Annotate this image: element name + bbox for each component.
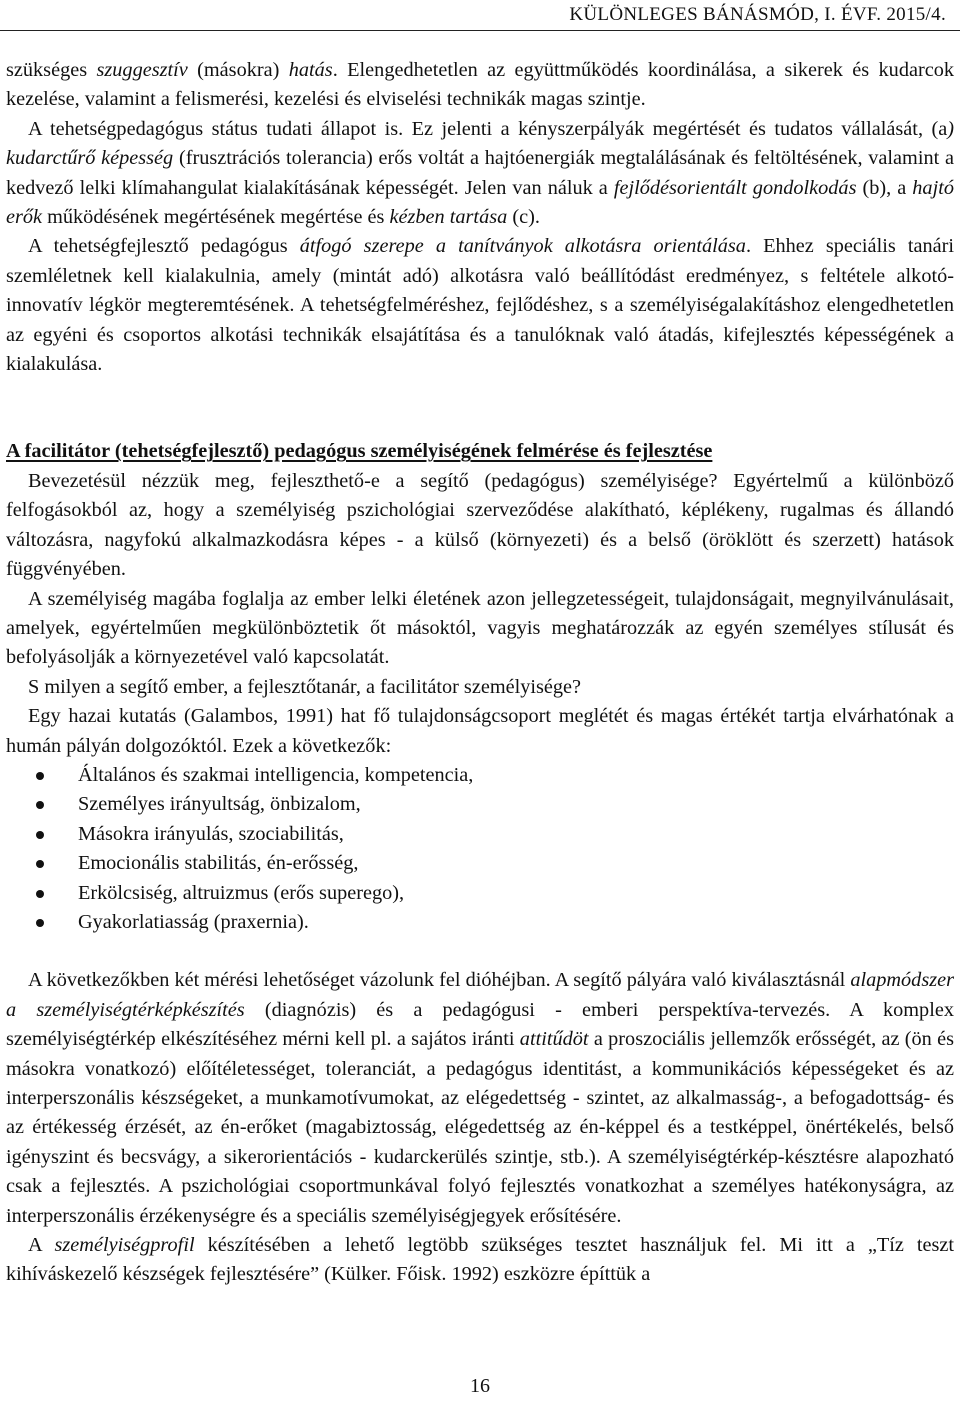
spacer <box>6 937 954 966</box>
header-rule <box>0 30 960 31</box>
trait-list <box>6 761 954 937</box>
body-text <box>6 56 954 1290</box>
paragraph-profile: A személyiségprofil készítésében a lehető legtöbb szükséges tesztet használjuk fel. Mi itt a „Tíz teszt kihíváskezelő készségek fejlesztésére” (Külker. Főisk. 1992) eszközre építtük a <box>6 1234 955 1286</box>
paragraph-personality: A személyiség magába foglalja az ember lelki életének azon jellegzetességeit, tulajdonságait, megnyilvánulásait, amelyek, egyértelműen megkülönböztetik őt másoktól, vagyis meghatározzák az egyén személyes stílusát és befolyásolják a környezetével való kapcsolatát. <box>6 587 954 669</box>
bullet-icon <box>36 831 44 839</box>
list-item: Erkölcsiség, altruizmus (erős superego), <box>6 879 954 908</box>
page-number: 16 <box>470 1375 490 1397</box>
list-item: Általános és szakmai intelligencia, kompetencia, <box>6 761 954 790</box>
paragraph-intro: Bevezetésül nézzük meg, fejleszthető-e a segítő (pedagógus) személyisége? Egyértelmű a különböző felfogásokból az, hogy a személyiség pszichológiai szerveződése alakítható, képlékeny, rugalmas és állandó változásra, nagyfokú alkalmazkodásra képes - a külső (környezeti) és a belső (öröklött és szerzett) hatások függvényében. <box>6 469 954 581</box>
bullet-icon <box>36 860 44 868</box>
paragraph-measurement: A következőkben két mérési lehetőséget vázolunk fel dióhéjban. A segítő pályára való kiválasztásnál alapmódszer a személyiségtérképkészítés (diagnózis) és a pedagógusi - emberi perspektíva-tervezés. A komplex személyiségtérkép elkészítéséhez mérni kell pl. a sajátos iránti attitűdöt a proszociális jellemzők erősségét, az (ön és másokra vonatkozó) előítéletességet, toleranciát, a pedagógus identitást, a kommunikációs képességeket és az interperszonális készségeket, a munkamotívumokat, az elégedettség - szintet, az alkalmasság-, a befogadottság- és az értékesség érzését, az én-erőket (magabiztosság, elégedettség az én-képpel és a testképpel, önértékelés, belső igényszint és becsvágy, a sikerorientációs - kudarckerülés szintje, stb.). A személyiségtérkép-késztésre alapozható csak a fejlesztés. A pszichológiai csoportmunkával folyó fejlesztés vonatkozhat a személyes hatékonyságra, az interperszonális érzékenységre és a speciális személyiségjegyek erősítésére. <box>6 969 954 1227</box>
paragraph-research: Egy hazai kutatás (Galambos, 1991) hat fő tulajdonságcsoport meglétét és magas értékét tartja elvárhatónak a humán pályán dolgozóktól. Ezek a következők: <box>6 705 954 757</box>
bullet-icon <box>36 772 44 780</box>
spacer <box>6 379 954 437</box>
list-item: Emocionális stabilitás, én-erősség, <box>6 849 954 878</box>
list-item: Személyes irányultság, önbizalom, <box>6 790 954 819</box>
bullet-icon <box>36 801 44 809</box>
paragraph-continuation: szükséges szuggesztív (másokra) hatás. Elengedhetetlen az együttműködés koordinálása, a sikerek és kudarcok kezelése, valamint a felismerési, kezelési és elviselési technikák magas szintje. <box>6 59 954 111</box>
list-item: Másokra irányulás, szociabilitás, <box>6 820 954 849</box>
paragraph-status: A tehetségpedagógus státus tudati állapot is. Ez jelenti a kényszerpályák megértését és tudatos vállalását, (a) kudarctűrő képesség (frusztrációs tolerancia) erős voltát a hajtóenergiák megtalálásának és feltöltésének, valamint a kedvező lelki klímahangulat kialakításának képességét. Jelen van náluk a fejlődésorientált gondolkodás (b), a hajtó erők működésének megértésének megértése és kézben tartása (c). <box>6 117 954 229</box>
bullet-icon <box>36 919 44 927</box>
paragraph-question: S milyen a segítő ember, a fejlesztőtanár, a facilitátor személyisége? <box>28 675 582 698</box>
section-title: A facilitátor (tehetségfejlesztő) pedagógus személyiségének felmérése és fejlesztése <box>6 440 713 463</box>
paragraph-role: A tehetségfejlesztő pedagógus átfogó szerepe a tanítványok alkotásra orientálása. Ehhez speciális tanári szemléletnek kell kialakulnia, amely (mintát adó) alkotásra való beállítódást eredményez, s feltétele alkotó-innovatív légkör megteremtésének. A tehetségfelméréshez, fejlődéshez, s a személyiségalakításhoz elengedhetetlen az egyéni és csoportos alkotási technikák elsajátítása és a tanulóknak való átadás, kifejlesztés képességének a kialakulása. <box>6 235 954 376</box>
list-item: Gyakorlatiasság (praxernia). <box>6 908 954 937</box>
bullet-icon <box>36 890 44 898</box>
running-header: KÜLÖNLEGES BÁNÁSMÓD, I. ÉVF. 2015/4. <box>569 4 946 25</box>
